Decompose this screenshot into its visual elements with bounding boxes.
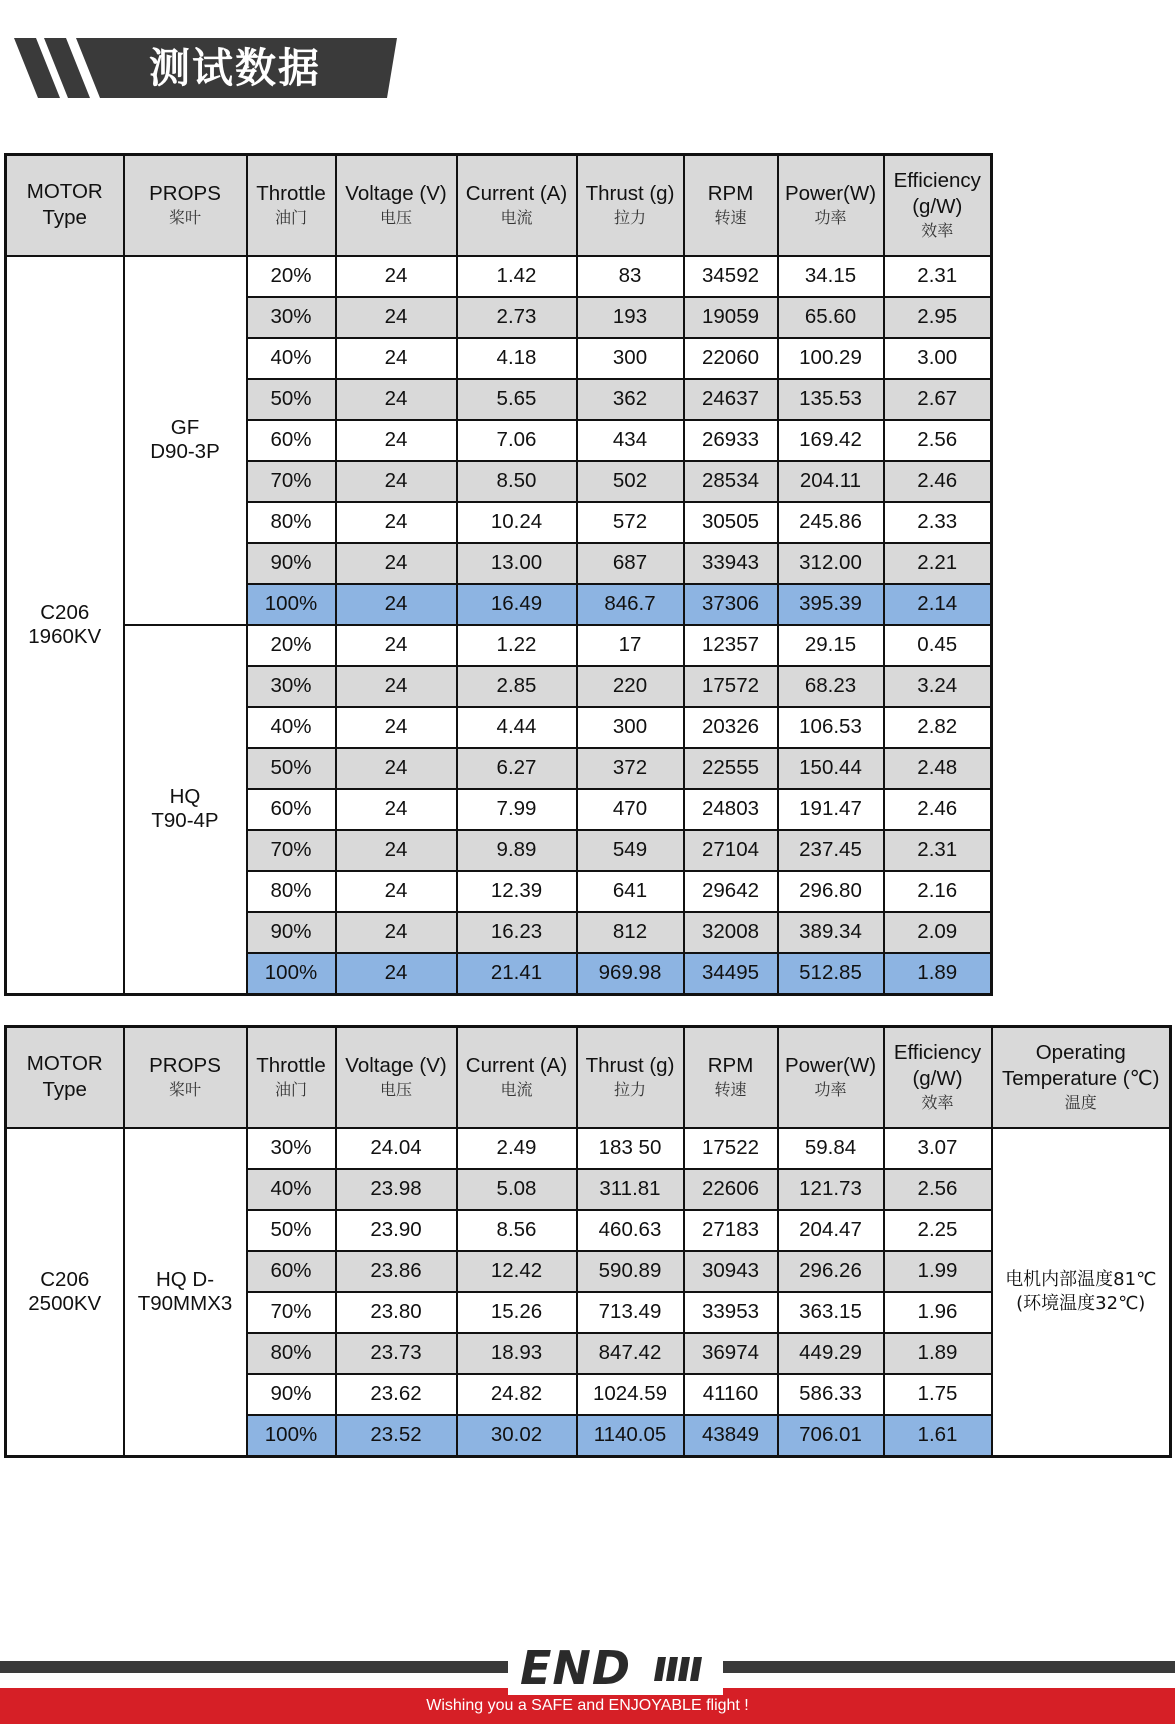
table-cell: 4.44: [457, 707, 577, 748]
column-header: [124, 1027, 247, 1128]
table-cell: 8.56: [457, 1210, 577, 1251]
table-cell: 363.15: [778, 1292, 884, 1333]
table-cell: 30.02: [457, 1415, 577, 1457]
table-cell: 296.80: [778, 871, 884, 912]
props-cell-line: T90-4P: [151, 809, 219, 832]
table-cell: 5.08: [457, 1169, 577, 1210]
table-cell: 22555: [684, 748, 778, 789]
column-header: [336, 1027, 457, 1128]
column-header: [778, 155, 884, 256]
column-header-en: Efficiency: [893, 169, 981, 193]
table-cell: 24: [336, 584, 457, 625]
table-cell: 90%: [247, 912, 336, 953]
table-cell: 70%: [247, 461, 336, 502]
table-cell: 2.73: [457, 297, 577, 338]
table-cell: 2.09: [884, 912, 992, 953]
table-cell: 6.27: [457, 748, 577, 789]
props-cell-line: D90-3P: [150, 440, 220, 463]
column-header: [577, 155, 684, 256]
column-header-en: Current (A): [465, 1054, 568, 1078]
test-data-table-1960kv: [4, 153, 993, 996]
page-title: 测试数据: [149, 44, 321, 92]
table-cell: 24: [336, 543, 457, 584]
table-cell: 27183: [684, 1210, 778, 1251]
table-cell: 549: [577, 830, 684, 871]
table-cell: 34592: [684, 256, 778, 297]
table-cell: 40%: [247, 1169, 336, 1210]
table-cell: 16.49: [457, 584, 577, 625]
table-cell: 311.81: [577, 1169, 684, 1210]
table-cell: 2.31: [884, 830, 992, 871]
table-cell: 2.56: [884, 1169, 992, 1210]
table-cell: 312.00: [778, 543, 884, 584]
table-cell: 193: [577, 297, 684, 338]
table-cell: 24.04: [336, 1128, 457, 1169]
table-cell: 4.18: [457, 338, 577, 379]
table-cell: 16.23: [457, 912, 577, 953]
table-cell: 68.23: [778, 666, 884, 707]
column-header-en: Power(W): [784, 182, 877, 206]
table-cell: 245.86: [778, 502, 884, 543]
table-cell: 586.33: [778, 1374, 884, 1415]
table-cell: 449.29: [778, 1333, 884, 1374]
table-cell: 24: [336, 789, 457, 830]
table-cell: 80%: [247, 1333, 336, 1374]
column-header-en: MOTOR: [26, 1052, 103, 1076]
column-header-zh: 电流: [500, 208, 533, 228]
table-cell: 183 50: [577, 1128, 684, 1169]
table-cell: 237.45: [778, 830, 884, 871]
footer-slogan: Wishing you a SAFE and ENJOYABLE flight !: [426, 1697, 749, 1714]
table-cell: 13.00: [457, 543, 577, 584]
table-cell: 26933: [684, 420, 778, 461]
table-cell: 300: [577, 338, 684, 379]
table-cell: 1.42: [457, 256, 577, 297]
table-cell: 12357: [684, 625, 778, 666]
table-cell: 5.65: [457, 379, 577, 420]
table-cell: 2.33: [884, 502, 992, 543]
table-cell: 24: [336, 297, 457, 338]
table-cell: 460.63: [577, 1210, 684, 1251]
column-header-zh: 桨叶: [168, 208, 201, 228]
table-cell: 204.47: [778, 1210, 884, 1251]
table-cell: 2.49: [457, 1128, 577, 1169]
table-cell: 846.7: [577, 584, 684, 625]
table-cell: 23.98: [336, 1169, 457, 1210]
table-cell: 30%: [247, 1128, 336, 1169]
table-cell: 24: [336, 420, 457, 461]
table-cell: 17522: [684, 1128, 778, 1169]
column-header: [247, 1027, 336, 1128]
table-cell: 372: [577, 748, 684, 789]
column-header: [6, 1027, 124, 1128]
motor-type-cell-line: C206: [40, 1267, 90, 1291]
motor-type-cell-line: 2500KV: [28, 1291, 102, 1315]
column-header-zh: 转速: [714, 208, 747, 228]
column-header-zh: 电压: [379, 1080, 412, 1100]
table-cell: 59.84: [778, 1128, 884, 1169]
table-cell: 41160: [684, 1374, 778, 1415]
table-cell: 30943: [684, 1251, 778, 1292]
table-cell: 3.24: [884, 666, 992, 707]
column-header-zh: 拉力: [613, 1080, 646, 1100]
table-row: [6, 256, 992, 297]
table-cell: 24: [336, 461, 457, 502]
column-header-en: PROPS: [149, 182, 221, 206]
table-cell: 83: [577, 256, 684, 297]
table-cell: 24: [336, 338, 457, 379]
column-header: [577, 1027, 684, 1128]
column-header-en2: Type: [42, 1078, 87, 1102]
table-cell: 24: [336, 502, 457, 543]
table-cell: 17572: [684, 666, 778, 707]
table-cell: 30%: [247, 666, 336, 707]
table-cell: 470: [577, 789, 684, 830]
table-cell: 50%: [247, 748, 336, 789]
table-cell: 30505: [684, 502, 778, 543]
column-header-en: Current (A): [465, 182, 568, 206]
table-header-row: [6, 155, 992, 256]
column-header-en: Throttle: [256, 182, 326, 206]
table-cell: 24: [336, 707, 457, 748]
table-cell: 28534: [684, 461, 778, 502]
column-header-en: Thrust (g): [585, 182, 675, 206]
table-cell: 362: [577, 379, 684, 420]
column-header: [778, 1027, 884, 1128]
operating-temperature-cell: [992, 1128, 1171, 1457]
table-cell: 106.53: [778, 707, 884, 748]
table-cell: 12.39: [457, 871, 577, 912]
column-header-zh: 油门: [274, 208, 307, 228]
column-header-zh: 温度: [1064, 1093, 1097, 1113]
table-cell: 24: [336, 830, 457, 871]
table-cell: 60%: [247, 789, 336, 830]
table-cell: 2.48: [884, 748, 992, 789]
table-cell: 434: [577, 420, 684, 461]
table-cell: 10.24: [457, 502, 577, 543]
column-header-en: RPM: [707, 182, 754, 206]
table-cell: 220: [577, 666, 684, 707]
column-header: [884, 1027, 992, 1128]
table-cell: 24: [336, 748, 457, 789]
table-cell: 1.89: [884, 1333, 992, 1374]
table-cell: 24.82: [457, 1374, 577, 1415]
table-cell: 1140.05: [577, 1415, 684, 1457]
table-cell: 65.60: [778, 297, 884, 338]
table-cell: 296.26: [778, 1251, 884, 1292]
table-cell: 150.44: [778, 748, 884, 789]
table-cell: 395.39: [778, 584, 884, 625]
table-cell: 2.85: [457, 666, 577, 707]
props-cell: [124, 256, 247, 625]
table-cell: 2.82: [884, 707, 992, 748]
table-cell: 33953: [684, 1292, 778, 1333]
table-cell: 18.93: [457, 1333, 577, 1374]
table-cell: 3.07: [884, 1128, 992, 1169]
column-header: [884, 155, 992, 256]
table-cell: 847.42: [577, 1333, 684, 1374]
motor-type-cell: [6, 1128, 124, 1457]
column-header-zh: 功率: [814, 208, 847, 228]
table-cell: 37306: [684, 584, 778, 625]
table-cell: 22606: [684, 1169, 778, 1210]
table-cell: 135.53: [778, 379, 884, 420]
column-header: [992, 1027, 1171, 1128]
table-cell: 169.42: [778, 420, 884, 461]
table-cell: 641: [577, 871, 684, 912]
table-cell: 23.52: [336, 1415, 457, 1457]
column-header: [684, 1027, 778, 1128]
table-header-row: [6, 1027, 1171, 1128]
column-header: [336, 155, 457, 256]
table-cell: 9.89: [457, 830, 577, 871]
column-header-zh: 效率: [921, 221, 954, 241]
props-cell: [124, 625, 247, 995]
motor-type-cell-line: 1960KV: [28, 624, 102, 648]
column-header-en: MOTOR: [26, 180, 103, 204]
table-cell: 24: [336, 912, 457, 953]
operating-temperature-cell-line: 电机内部温度81℃: [1005, 1268, 1157, 1290]
table-cell: 80%: [247, 502, 336, 543]
props-cell: [124, 1128, 247, 1457]
table-cell: 34.15: [778, 256, 884, 297]
table-cell: 0.45: [884, 625, 992, 666]
table-cell: 572: [577, 502, 684, 543]
table-cell: 90%: [247, 543, 336, 584]
operating-temperature-cell-line: (环境温度32℃): [1016, 1292, 1146, 1314]
table-cell: 812: [577, 912, 684, 953]
table-cell: 1.89: [884, 953, 992, 995]
table-cell: 8.50: [457, 461, 577, 502]
table-cell: 590.89: [577, 1251, 684, 1292]
motor-type-cell: [6, 256, 124, 995]
table-cell: 100%: [247, 584, 336, 625]
table-cell: 50%: [247, 379, 336, 420]
table-cell: 60%: [247, 420, 336, 461]
column-header-zh: 电流: [500, 1080, 533, 1100]
table-cell: 20326: [684, 707, 778, 748]
table-cell: 23.73: [336, 1333, 457, 1374]
table-cell: 2.14: [884, 584, 992, 625]
table-cell: 24637: [684, 379, 778, 420]
column-header-zh: 油门: [274, 1080, 307, 1100]
table-cell: 121.73: [778, 1169, 884, 1210]
column-header-zh: 桨叶: [168, 1080, 201, 1100]
table-cell: 713.49: [577, 1292, 684, 1333]
table-cell: 32008: [684, 912, 778, 953]
table-cell: 2.46: [884, 461, 992, 502]
table-cell: 502: [577, 461, 684, 502]
column-header-en2: (g/W): [912, 195, 963, 219]
table-cell: 969.98: [577, 953, 684, 995]
table-cell: 15.26: [457, 1292, 577, 1333]
table-cell: 22060: [684, 338, 778, 379]
table-cell: 100%: [247, 1415, 336, 1457]
table-cell: 24: [336, 625, 457, 666]
column-header-zh: 电压: [379, 208, 412, 228]
test-data-table-2500kv: [4, 1025, 1172, 1458]
table-cell: 40%: [247, 338, 336, 379]
table-cell: 50%: [247, 1210, 336, 1251]
table-cell: 20%: [247, 256, 336, 297]
column-header: [457, 1027, 577, 1128]
table-cell: 90%: [247, 1374, 336, 1415]
table-cell: 36974: [684, 1333, 778, 1374]
column-header-en2: Type: [42, 206, 87, 230]
table-cell: 191.47: [778, 789, 884, 830]
table-cell: 23.86: [336, 1251, 457, 1292]
table-cell: 60%: [247, 1251, 336, 1292]
table-cell: 2.25: [884, 1210, 992, 1251]
table-cell: 24: [336, 953, 457, 995]
column-header-en: PROPS: [149, 1054, 221, 1078]
table-cell: 2.16: [884, 871, 992, 912]
column-header: [124, 155, 247, 256]
table-cell: 1.75: [884, 1374, 992, 1415]
table-cell: 1024.59: [577, 1374, 684, 1415]
table-cell: 24: [336, 256, 457, 297]
column-header-zh: 拉力: [613, 208, 646, 228]
column-header-en: Thrust (g): [585, 1054, 675, 1078]
table-cell: 1.96: [884, 1292, 992, 1333]
table-cell: 204.11: [778, 461, 884, 502]
table-cell: 29642: [684, 871, 778, 912]
column-header-en2: Temperature (℃): [1002, 1067, 1160, 1091]
props-cell-line: T90MMX3: [137, 1291, 233, 1315]
column-header-en: Power(W): [784, 1054, 877, 1078]
column-header-en: Voltage (V): [345, 1054, 447, 1078]
props-cell-line: HQ D-: [155, 1267, 215, 1291]
table-cell: 24: [336, 666, 457, 707]
column-header: [684, 155, 778, 256]
table-cell: 389.34: [778, 912, 884, 953]
table-row: [6, 625, 992, 666]
table-cell: 1.61: [884, 1415, 992, 1457]
table-cell: 2.46: [884, 789, 992, 830]
column-header-en2: (g/W): [912, 1067, 963, 1091]
footer-logo: END: [520, 1641, 632, 1695]
column-header-en: Operating: [1035, 1041, 1126, 1065]
table-cell: 23.80: [336, 1292, 457, 1333]
table-cell: 100.29: [778, 338, 884, 379]
table-cell: 1.22: [457, 625, 577, 666]
table-cell: 2.31: [884, 256, 992, 297]
table-cell: 24803: [684, 789, 778, 830]
table-cell: 23.90: [336, 1210, 457, 1251]
table-cell: 2.56: [884, 420, 992, 461]
table-cell: 3.00: [884, 338, 992, 379]
table-cell: 512.85: [778, 953, 884, 995]
column-header-en: RPM: [707, 1054, 754, 1078]
table-row: [6, 1128, 1171, 1169]
table-cell: 24: [336, 379, 457, 420]
table-cell: 100%: [247, 953, 336, 995]
table-cell: 30%: [247, 297, 336, 338]
column-header-zh: 功率: [814, 1080, 847, 1100]
table-cell: 19059: [684, 297, 778, 338]
table-cell: 27104: [684, 830, 778, 871]
column-header: [247, 155, 336, 256]
table-cell: 2.21: [884, 543, 992, 584]
section-banner: [14, 38, 397, 98]
table-cell: 70%: [247, 830, 336, 871]
table-cell: 300: [577, 707, 684, 748]
table-cell: 7.99: [457, 789, 577, 830]
table-cell: 687: [577, 543, 684, 584]
table-cell: 17: [577, 625, 684, 666]
column-header-en: Throttle: [256, 1054, 326, 1078]
column-header-zh: 转速: [714, 1080, 747, 1100]
table-cell: 24: [336, 871, 457, 912]
motor-type-cell-line: C206: [40, 600, 90, 624]
table-cell: 2.95: [884, 297, 992, 338]
table-cell: 70%: [247, 1292, 336, 1333]
table-cell: 2.67: [884, 379, 992, 420]
table-cell: 706.01: [778, 1415, 884, 1457]
table-cell: 20%: [247, 625, 336, 666]
table-cell: 43849: [684, 1415, 778, 1457]
table-cell: 40%: [247, 707, 336, 748]
table-cell: 29.15: [778, 625, 884, 666]
table-cell: 1.99: [884, 1251, 992, 1292]
props-cell-line: HQ: [169, 785, 201, 808]
column-header-en: Efficiency: [893, 1041, 982, 1065]
table-cell: 23.62: [336, 1374, 457, 1415]
table-cell: 34495: [684, 953, 778, 995]
props-cell-line: GF: [170, 416, 200, 439]
column-header: [457, 155, 577, 256]
column-header-zh: 效率: [921, 1093, 954, 1113]
table-cell: 33943: [684, 543, 778, 584]
table-cell: 21.41: [457, 953, 577, 995]
column-header-en: Voltage (V): [345, 182, 447, 206]
table-cell: 80%: [247, 871, 336, 912]
column-header: [6, 155, 124, 256]
table-cell: 12.42: [457, 1251, 577, 1292]
table-cell: 7.06: [457, 420, 577, 461]
